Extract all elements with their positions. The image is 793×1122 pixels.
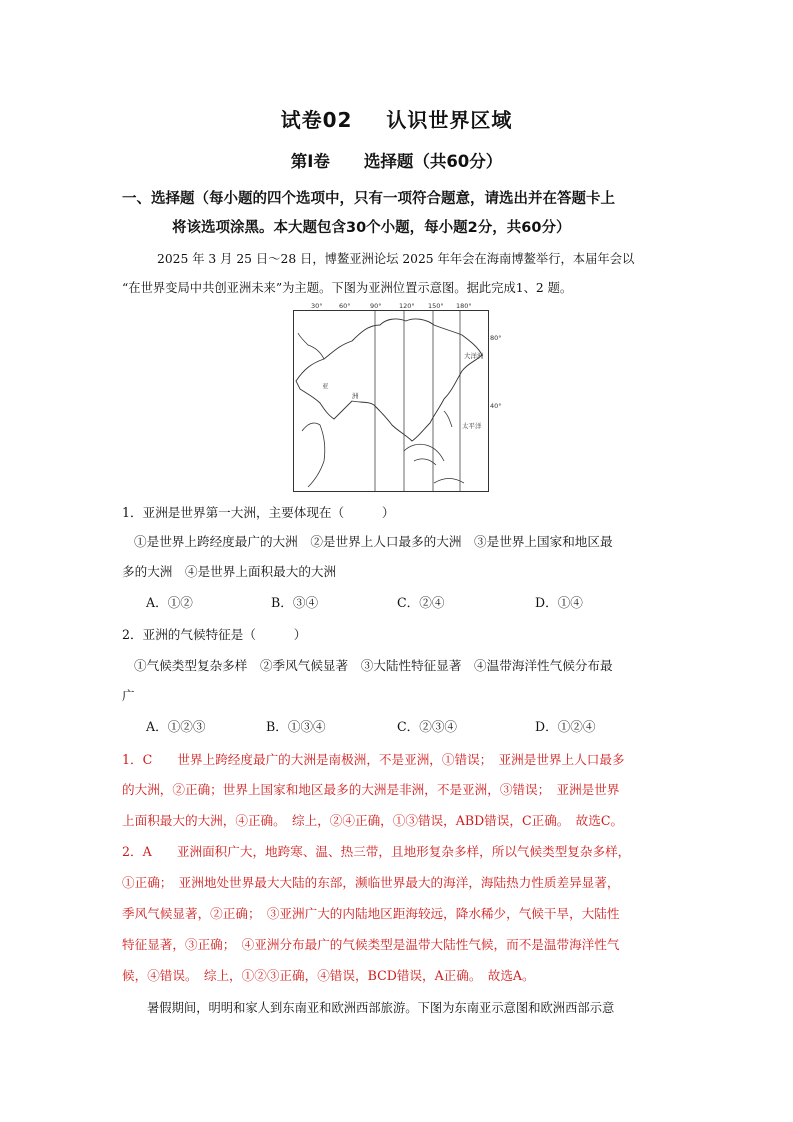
- asia-location-map: [293, 310, 489, 492]
- instructions-line-1: 一、选择题（每小题的四个选项中，只有一项符合题意，请选出并在答题卡上: [122, 191, 615, 207]
- question-2-items-line-2: 广: [122, 688, 135, 703]
- africa-coastline: [302, 423, 325, 487]
- answer-2-line-1: 2．A 亚洲面积广大，地跨寒、温、热三带，且地形复杂多样，所以气候类型复杂多样，: [122, 844, 631, 859]
- subtitle-part-b: 选择题（共60分）: [363, 152, 503, 171]
- answer-2-line-3: 季风气候显著，②正确； ③亚洲广大的内陆地区距海较远，降水稀少，气候干旱，大陆性: [122, 906, 620, 921]
- lon-label: 60°: [339, 302, 351, 310]
- europe-coastline: [298, 333, 324, 359]
- map-drawing: [294, 311, 488, 491]
- lon-label: 30°: [311, 302, 323, 310]
- answer-1-line-1: 1．C 世界上跨经度最广的大洲是南极洲，不是亚洲，①错误； 亚洲是世界上人口最多: [122, 752, 625, 767]
- instructions-line-2: 将该选项涂黑。本大题包含30个小题，每小题2分，共60分）: [172, 220, 571, 236]
- archipelago-coastline: [444, 411, 452, 427]
- question-1-option-a[interactable]: A．①②: [146, 595, 193, 610]
- answer-2-line-5: 候，④错误。 综上，①②③正确，④错误，BCD错误，A正确。 故选A。: [122, 968, 535, 983]
- answer-2-line-4: 特征显著，③正确； ④亚洲分布最广的气候类型是温带大陆性气候，而不是温带海洋性气: [122, 937, 620, 952]
- question-1-items-line-1: ①是世界上跨经度最广的大洲 ②是世界上人口最多的大洲 ③是世界上国家和地区最: [134, 534, 613, 549]
- place-label: 太平洋: [462, 422, 482, 430]
- lon-label: 180°: [456, 302, 472, 310]
- place-label: 大洋洲: [464, 352, 484, 360]
- question-2-option-b[interactable]: B．①③④: [266, 719, 326, 734]
- question-2-option-d[interactable]: D．①②④: [535, 719, 596, 734]
- question-1-option-d[interactable]: D．①④: [535, 595, 583, 610]
- answer-1-line-2: 的大洲，②正确；世界上国家和地区最多的大洲是非洲，不是亚洲，③错误； 亚洲是世界: [122, 782, 620, 797]
- intro-line-2: “在世界变局中共创亚洲未来”为主题。下图为亚洲位置示意图。据此完成1、2 题。: [122, 281, 573, 295]
- lon-label: 120°: [399, 302, 415, 310]
- section-title: [0, 148, 793, 172]
- title-part-b: 认识世界区域: [386, 108, 513, 132]
- lon-label: 90°: [370, 302, 382, 310]
- intro-line-1: 2025 年 3 月 25 日～28 日，博鳌亚洲论坛 2025 年年会在海南博鳌举行，本届年会以: [157, 252, 635, 266]
- asia-coastline: [296, 319, 482, 441]
- lat-label: 40°: [490, 402, 502, 410]
- answer-2-line-2: ①正确； 亚洲地处世界最大大陆的东部，濒临世界最大的海洋，海陆热力性质差异显著，: [122, 875, 620, 890]
- place-label: 洲: [352, 392, 359, 400]
- question-2-option-a[interactable]: A．①②③: [146, 719, 206, 734]
- next-intro-line-1: 暑假期间，明明和家人到东南亚和欧洲西部旅游。下图为东南亚示意图和欧洲西部示意: [147, 1001, 615, 1015]
- lon-label: 150°: [428, 302, 444, 310]
- lat-label: 80°: [490, 334, 502, 342]
- question-1-option-b[interactable]: B．③④: [271, 595, 319, 610]
- page-title: [0, 104, 793, 133]
- answer-1-line-3: 上面积最大的大洲，④正确。 综上，②④正确，①③错误，ABD错误，C正确。 故选C。: [122, 813, 624, 828]
- question-2-option-c[interactable]: C．②③④: [397, 719, 458, 734]
- question-2-items-line-1: ①气候类型复杂多样 ②季风气候显著 ③大陆性特征显著 ④温带海洋性气候分布最: [134, 658, 613, 673]
- place-label: 亚: [322, 382, 329, 390]
- australia-coastline: [434, 479, 464, 484]
- question-1-items-line-2: 多的大洲 ④是世界上面积最大的大洲: [122, 564, 337, 579]
- title-part-a: 试卷02: [280, 108, 353, 132]
- question-1-stem: 1．亚洲是世界第一大洲，主要体现在（ ）: [122, 505, 395, 520]
- subtitle-part-a: 第Ⅰ卷: [290, 152, 330, 171]
- question-2-stem: 2．亚洲的气候特征是（ ）: [122, 627, 307, 642]
- question-1-option-c[interactable]: C．②④: [397, 595, 445, 610]
